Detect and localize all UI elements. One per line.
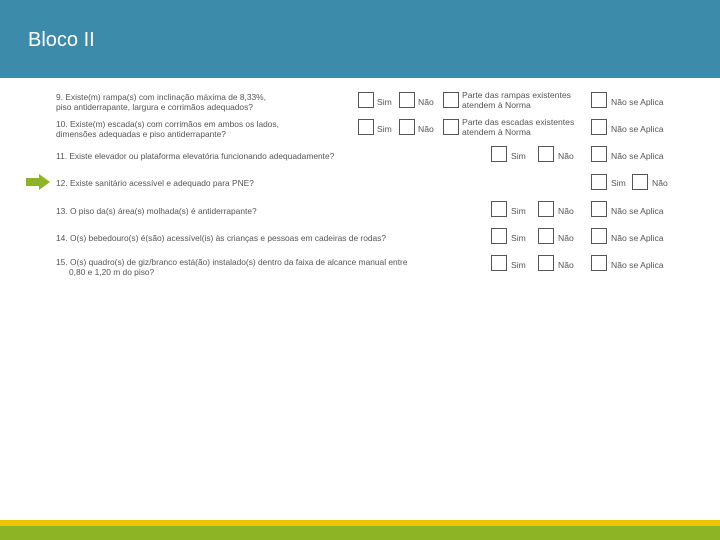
q14-sim-checkbox[interactable] xyxy=(491,228,507,244)
q11-nao-checkbox[interactable] xyxy=(538,146,554,162)
q15-nao-se-aplica-checkbox[interactable] xyxy=(591,255,607,271)
nao-label: Não xyxy=(652,178,668,188)
question-15 xyxy=(56,257,407,277)
nao-label: Não xyxy=(418,124,434,134)
sim-label: Sim xyxy=(511,206,526,216)
nao-se-aplica-label: Não se Aplica xyxy=(611,151,664,161)
q10-nao-checkbox[interactable] xyxy=(399,119,415,135)
q11-sim-checkbox[interactable] xyxy=(491,146,507,162)
question-13 xyxy=(56,206,257,216)
q14-nao-checkbox[interactable] xyxy=(538,228,554,244)
q12-sim-checkbox[interactable] xyxy=(591,174,607,190)
q9-sim-checkbox[interactable] xyxy=(358,92,374,108)
q14-nao-se-aplica-checkbox[interactable] xyxy=(591,228,607,244)
question-text: dimensões adequadas e piso antiderrapante? xyxy=(56,129,226,139)
sim-label: Sim xyxy=(377,124,392,134)
sim-label: Sim xyxy=(377,97,392,107)
question-text: 12. Existe sanitário acessível e adequado para PNE? xyxy=(56,178,254,188)
sim-label: Sim xyxy=(511,260,526,270)
nao-label: Não xyxy=(558,206,574,216)
q10-nao-se-aplica-checkbox[interactable] xyxy=(591,119,607,135)
arrow-right-icon xyxy=(26,174,50,190)
q13-sim-checkbox[interactable] xyxy=(491,201,507,217)
page-title: Bloco II xyxy=(28,29,95,51)
nao-se-aplica-label: Não se Aplica xyxy=(611,206,664,216)
question-10 xyxy=(56,119,279,139)
q13-nao-se-aplica-checkbox[interactable] xyxy=(591,201,607,217)
q13-nao-checkbox[interactable] xyxy=(538,201,554,217)
question-text: 13. O piso da(s) área(s) molhada(s) é antiderrapante? xyxy=(56,206,257,216)
nao-se-aplica-label: Não se Aplica xyxy=(611,97,664,107)
nao-label: Não xyxy=(558,260,574,270)
q9-nao-se-aplica-checkbox[interactable] xyxy=(591,92,607,108)
q11-nao-se-aplica-checkbox[interactable] xyxy=(591,146,607,162)
nao-label: Não xyxy=(558,151,574,161)
nao-se-aplica-label: Não se Aplica xyxy=(611,260,664,270)
question-12 xyxy=(56,178,254,188)
nao-label: Não xyxy=(558,233,574,243)
question-text: 15. O(s) quadro(s) de giz/branco está(ão) instalado(s) dentro da faixa de alcance manual entre xyxy=(56,257,408,267)
question-14 xyxy=(56,233,386,243)
q15-nao-checkbox[interactable] xyxy=(538,255,554,271)
footer-stripe-green xyxy=(0,526,720,540)
q12-nao-checkbox[interactable] xyxy=(632,174,648,190)
question-text: piso antiderrapante, largura e corrimãos adequados? xyxy=(56,102,253,112)
rampas-norma-label: Parte das rampas existentes atendem à Norma xyxy=(462,90,571,110)
sim-label: Sim xyxy=(511,151,526,161)
nao-se-aplica-label: Não se Aplica xyxy=(611,124,664,134)
q10-parte-checkbox[interactable] xyxy=(443,119,459,135)
question-text: 9. Existe(m) rampa(s) com inclinação máxima de 8,33%, xyxy=(56,92,266,102)
question-9 xyxy=(56,92,266,112)
question-11 xyxy=(56,151,334,161)
question-text: 0,80 e 1,20 m do piso? xyxy=(69,267,155,277)
question-text: 10. Existe(m) escada(s) com corrimãos em ambos os lados, xyxy=(56,119,279,129)
q9-nao-checkbox[interactable] xyxy=(399,92,415,108)
nao-se-aplica-label: Não se Aplica xyxy=(611,233,664,243)
q9-parte-checkbox[interactable] xyxy=(443,92,459,108)
escadas-norma-label: Parte das escadas existentes atendem à Norma xyxy=(462,117,575,137)
question-text: 14. O(s) bebedouro(s) é(são) acessível(is) às crianças e pessoas em cadeiras de rodas? xyxy=(56,233,387,243)
sim-label: Sim xyxy=(511,233,526,243)
nao-label: Não xyxy=(418,97,434,107)
question-text: 11. Existe elevador ou plataforma elevatória funcionando adequadamente? xyxy=(56,151,335,161)
sim-label: Sim xyxy=(611,178,626,188)
q10-sim-checkbox[interactable] xyxy=(358,119,374,135)
q15-sim-checkbox[interactable] xyxy=(491,255,507,271)
